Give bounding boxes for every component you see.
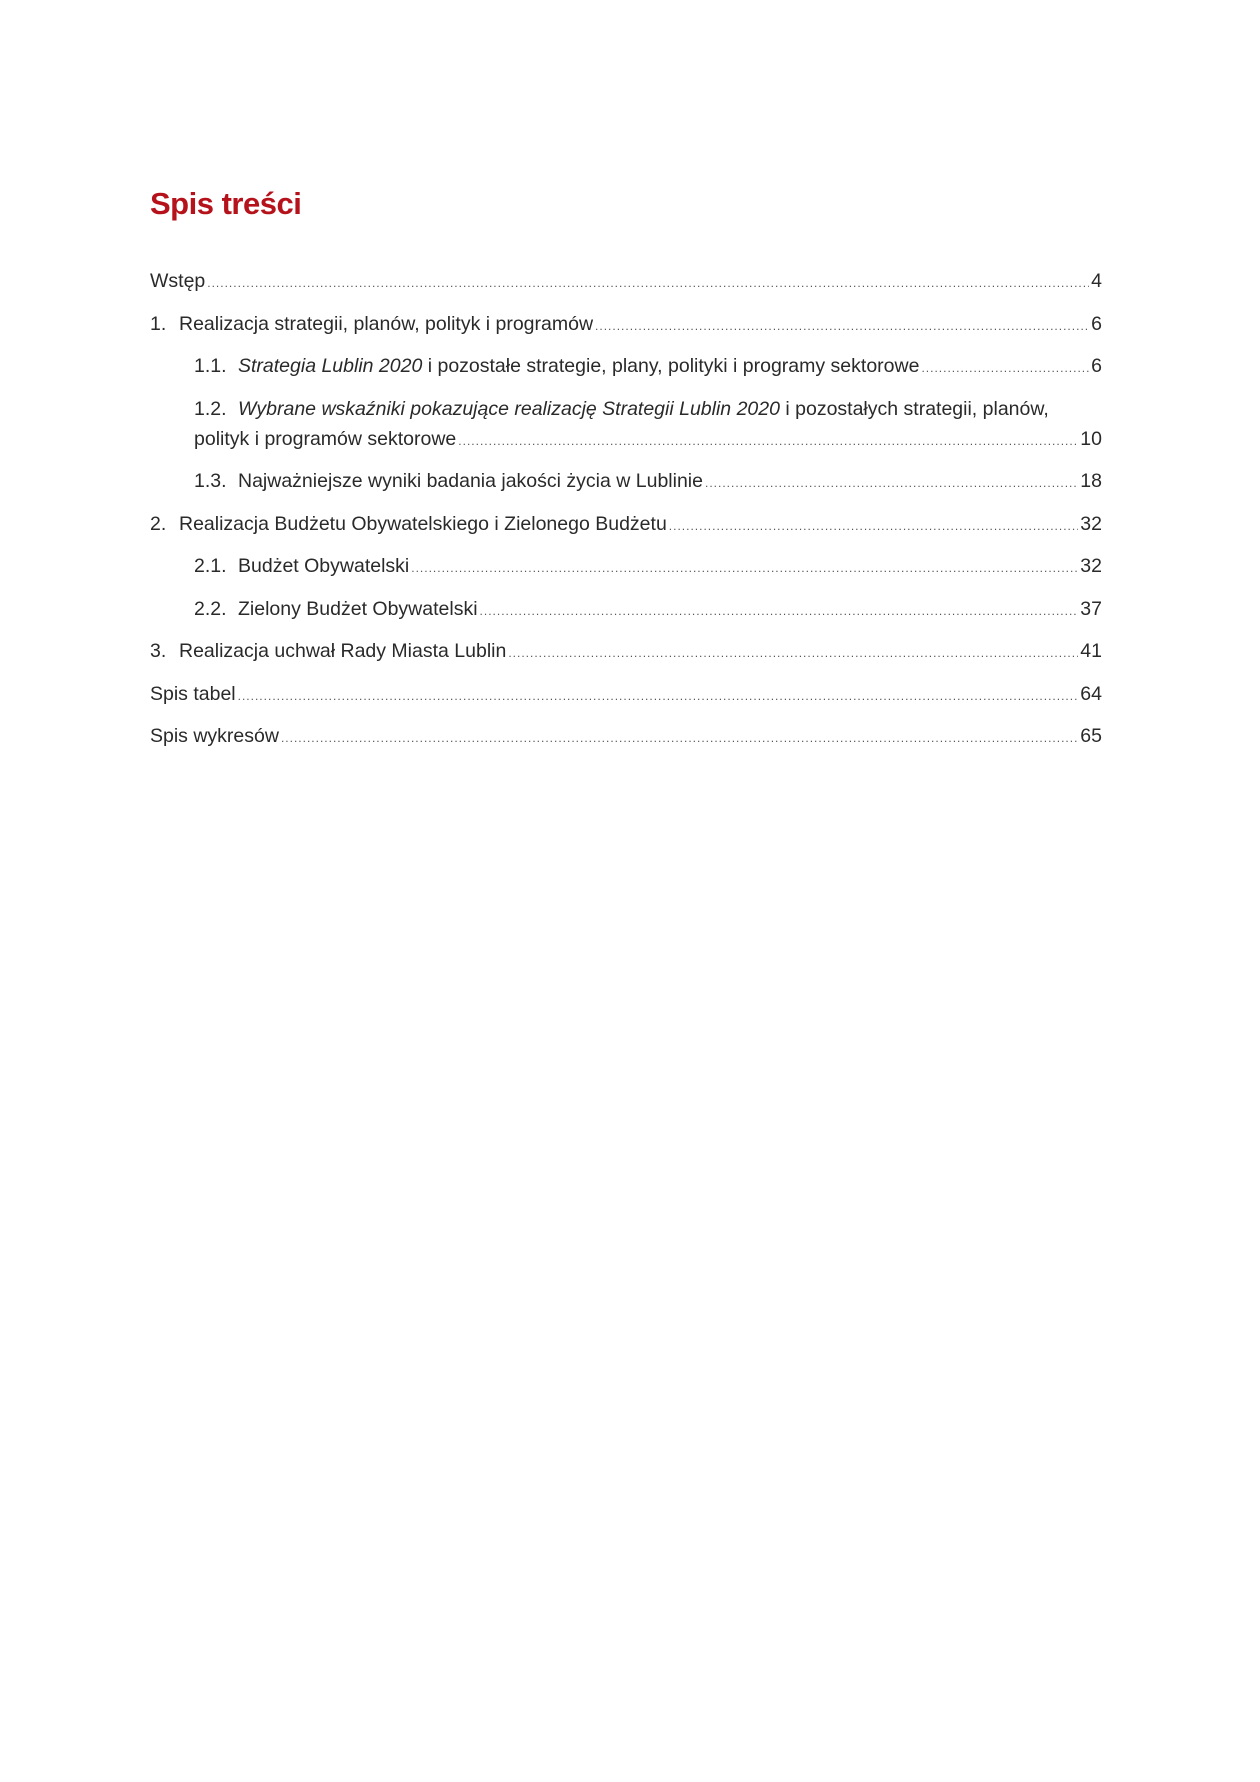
toc-entry-label: Wstęp [150,270,206,292]
toc-entry-1-1[interactable] [150,351,1102,383]
toc-entry-label: Zielony Budżet Obywatelski [238,597,478,620]
dot-leader [705,468,1078,498]
toc-entry-page: 41 [1080,640,1102,662]
toc-entry-page: 65 [1080,725,1102,747]
dot-leader [411,553,1078,583]
dot-leader [669,511,1079,541]
table-of-contents [150,266,1102,764]
toc-entry-1-3[interactable] [150,466,1102,498]
toc-entry-page: 4 [1091,270,1102,292]
toc-entry-label: Realizacja strategii, planów, polityk i programów [179,312,594,335]
toc-entry-label [238,394,1049,424]
dot-leader [207,268,1089,298]
toc-entry-page: 32 [1080,512,1102,535]
toc-entry-label-rest: i pozostałych strategii, planów, [779,397,1049,420]
toc-entry-spis-tabel[interactable] [150,679,1102,711]
dot-leader [281,723,1078,753]
toc-entry-label-rest: i pozostałe strategie, plany, polityki i programy sektorowe [422,355,920,377]
toc-entry-label: Budżet Obywatelski [238,555,410,577]
toc-entry-number: 1.2. [194,397,227,420]
toc-entry-2-2[interactable] [150,594,1102,626]
toc-entry-label: Spis wykresów [150,725,279,747]
dot-leader [480,596,1079,626]
toc-entry-label [238,351,919,381]
dot-leader [458,426,1078,456]
toc-entry-page: 37 [1080,597,1102,620]
dot-leader [921,353,1089,383]
dot-leader [595,311,1089,341]
toc-entry-1-2[interactable] [150,394,1102,456]
toc-entry-label-italic: Wybrane wskaźniki pokazujące realizację Strategii Lublin 2020 [238,397,780,420]
toc-entry-page: 10 [1080,427,1102,450]
toc-entry-page: 18 [1080,470,1102,492]
toc-entry-label-continuation: polityk i programów sektorowe [194,427,457,450]
toc-entry-wstep[interactable] [150,266,1102,298]
toc-entry-number: 3. [150,640,167,662]
toc-entry-number: 2.2. [194,597,227,620]
toc-entry-label: Najważniejsze wyniki badania jakości życia w Lublinie [238,470,703,492]
toc-entry-spis-wykresow[interactable] [150,721,1102,753]
dot-leader [238,681,1079,711]
toc-entry-page: 6 [1091,355,1102,377]
toc-entry-2-1[interactable] [150,551,1102,583]
toc-entry-label-italic: Strategia Lublin 2020 [238,355,423,377]
toc-entry-number: 1. [150,312,167,335]
toc-entry-3[interactable] [150,636,1102,668]
toc-entry-number: 2.1. [194,555,227,577]
toc-entry-label: Realizacja Budżetu Obywatelskiego i Zielonego Budżetu [179,512,667,535]
toc-entry-label: Spis tabel [150,682,236,705]
toc-entry-page: 32 [1080,555,1102,577]
toc-entry-page: 64 [1080,682,1102,705]
page-title: Spis treści [150,186,302,221]
toc-entry-page: 6 [1091,312,1102,335]
toc-entry-number: 1.3. [194,470,227,492]
dot-leader [508,638,1078,668]
toc-entry-number: 2. [150,512,167,535]
toc-entry-2[interactable] [150,509,1102,541]
toc-entry-number: 1.1. [194,355,227,377]
toc-entry-label: Realizacja uchwał Rady Miasta Lublin [179,640,507,662]
toc-entry-1[interactable] [150,309,1102,341]
